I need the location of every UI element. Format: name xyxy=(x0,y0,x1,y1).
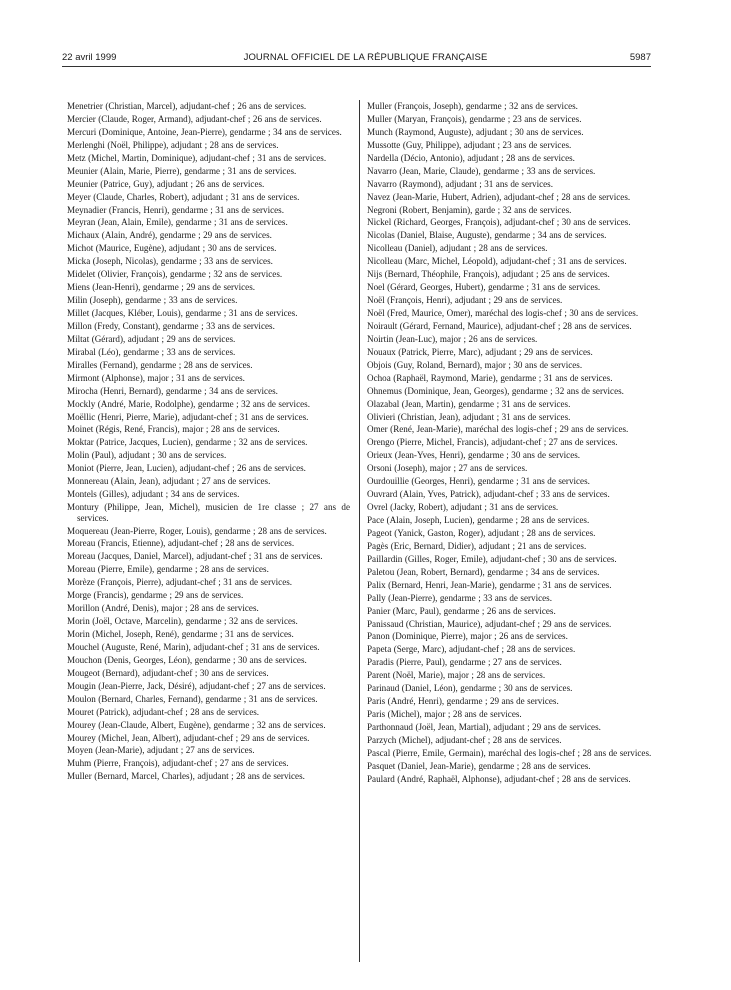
list-item: Moyen (Jean-Marie), adjudant ; 27 ans de services. xyxy=(67,745,255,756)
list-item: Nicolleau (Marc, Michel, Léopold), adjudant-chef ; 31 ans de services. xyxy=(367,256,627,267)
list-item: Orieux (Jean-Yves, Henri), gendarme ; 30 ans de services. xyxy=(367,450,581,461)
list-item: Michaux (Alain, André), gendarme ; 29 ans de services. xyxy=(67,230,272,241)
list-item: Ochoa (Raphaël, Raymond, Marie), gendarme ; 31 ans de services. xyxy=(367,372,613,383)
list-item: Pasquet (Daniel, Jean-Marie), gendarme ; 28 ans de services. xyxy=(367,760,591,771)
list-item: Meunier (Patrice, Guy), adjudant ; 26 ans de services. xyxy=(67,178,265,189)
list-item: Panon (Dominique, Pierre), major ; 26 ans de services. xyxy=(367,631,568,642)
list-item: Merlenghi (Noël, Philippe), adjudant ; 28 ans de services. xyxy=(67,139,279,150)
list-item: Millet (Jacques, Kléber, Louis), gendarme ; 31 ans de services. xyxy=(67,308,298,318)
list-item: Parent (Noël, Marie), major ; 28 ans de services. xyxy=(367,670,546,681)
list-item: Mouret (Patrick), adjudant-chef ; 28 ans de services. xyxy=(67,706,260,717)
list-item: Noël (François, Henri), adjudant ; 29 ans de services. xyxy=(367,295,563,306)
list-item: Nouaux (Patrick, Pierre, Marc), adjudant ; 29 ans de services. xyxy=(367,346,593,357)
right-column xyxy=(367,101,653,787)
list-item: Moquereau (Jean-Pierre, Roger, Louis), gendarme ; 28 ans de services. xyxy=(67,525,327,536)
list-item: Meyran (Jean, Alain, Emile), gendarme ; 31 ans de services. xyxy=(67,217,288,228)
list-item: Monnereau (Alain, Jean), adjudant ; 27 ans de services. xyxy=(67,476,271,487)
list-item: Nicolas (Daniel, Blaise, Auguste), gendarme ; 34 ans de services. xyxy=(367,230,607,241)
list-item: Mercier (Claude, Roger, Armand), adjudant-chef ; 26 ans de services. xyxy=(67,113,322,124)
list-item: Paris (Michel), major ; 28 ans de services. xyxy=(367,709,522,720)
list-item: Ourdouillie (Georges, Henri), gendarme ; 31 ans de services. xyxy=(367,476,590,487)
list-item: Mourey (Michel, Jean, Albert), adjudant-chef ; 29 ans de services. xyxy=(67,732,310,743)
list-item: Moinet (Régis, René, Francis), major ; 28 ans de services. xyxy=(67,424,280,435)
list-item: Paillardin (Gilles, Roger, Emile), adjudant-chef ; 30 ans de services. xyxy=(367,553,617,564)
list-item: Muller (François, Joseph), gendarme ; 32 ans de services. xyxy=(367,101,578,111)
list-item: Mourey (Jean-Claude, Albert, Eugène), gendarme ; 32 ans de services. xyxy=(67,719,326,730)
list-item: Metz (Michel, Martin, Dominique), adjudant-chef ; 31 ans de services. xyxy=(67,152,327,163)
list-item: Noirault (Gérard, Fernand, Maurice), adjudant-chef ; 28 ans de services. xyxy=(367,320,632,331)
list-item: Meunier (Alain, Marie, Pierre), gendarme ; 31 ans de services. xyxy=(67,165,297,176)
list-item: Moreau (Francis, Etienne), adjudant-chef ; 28 ans de services. xyxy=(67,538,295,549)
list-item: Mouchel (Auguste, René, Marin), adjudant-chef ; 31 ans de services. xyxy=(67,641,320,652)
list-item: Paulard (André, Raphaël, Alphonse), adjudant-chef ; 28 ans de services. xyxy=(367,773,631,784)
list-item: Pally (Jean-Pierre), gendarme ; 33 ans de services. xyxy=(367,592,552,603)
list-item: Paradis (Pierre, Paul), gendarme ; 27 ans de services. xyxy=(367,657,562,668)
list-item: Mougeot (Bernard), adjudant-chef ; 30 ans de services. xyxy=(67,667,269,678)
list-item: Parinaud (Daniel, Léon), gendarme ; 30 ans de services. xyxy=(367,683,573,694)
header-date: 22 avril 1999 xyxy=(62,52,117,63)
list-item: Micka (Joseph, Nicolas), gendarme ; 33 ans de services. xyxy=(67,256,273,267)
list-item: Miens (Jean-Henri), gendarme ; 29 ans de services. xyxy=(67,282,256,293)
list-item: Moktar (Patrice, Jacques, Lucien), gendarme ; 32 ans de services. xyxy=(67,437,308,448)
list-item: Ohnemus (Dominique, Jean, Georges), gendarme ; 32 ans de services. xyxy=(367,385,624,396)
list-item: Miralles (Fernand), gendarme ; 28 ans de services. xyxy=(67,359,253,370)
list-item: Moulon (Bernard, Charles, Fernand), gendarme ; 31 ans de services. xyxy=(67,693,318,704)
list-item: Mockly (André, Marie, Rodolphe), gendarme ; 32 ans de services. xyxy=(67,398,310,409)
list-item: Mirmont (Alphonse), major ; 31 ans de services. xyxy=(67,372,245,383)
list-item: Mussotte (Guy, Philippe), adjudant ; 23 ans de services. xyxy=(367,139,572,150)
list-item: Negroni (Robert, Benjamin), garde ; 32 ans de services. xyxy=(367,204,572,215)
list-item: Nardella (Décio, Antonio), adjudant ; 28 ans de services. xyxy=(367,152,575,163)
list-item: Mouchon (Denis, Georges, Léon), gendarme ; 30 ans de services. xyxy=(67,654,307,665)
list-item: Mirabal (Léo), gendarme ; 33 ans de services. xyxy=(67,346,236,357)
list-item: Morillon (André, Denis), major ; 28 ans de services. xyxy=(67,603,259,614)
list-item: Parthonnaud (Joël, Jean, Martial), adjudant ; 29 ans de services. xyxy=(367,722,601,732)
header-title: JOURNAL OFFICIEL DE LA RÉPUBLIQUE FRANÇAISE xyxy=(243,52,488,63)
list-item: Pascal (Pierre, Emile, Germain), maréchal des logis-chef ; 28 ans de services. xyxy=(367,747,652,758)
list-item: Ouvrard (Alain, Yves, Patrick), adjudant-chef ; 33 ans de services. xyxy=(367,489,610,500)
list-item: Moëllic (Henri, Pierre, Marie), adjudant-chef ; 31 ans de services. xyxy=(67,411,309,422)
list-item: Panissaud (Christian, Maurice), adjudant-chef ; 29 ans de services. xyxy=(367,618,612,629)
list-item: Olivieri (Christian, Jean), adjudant ; 31 ans de services. xyxy=(367,411,571,422)
list-item: Morin (Michel, Joseph, René), gendarme ; 31 ans de services. xyxy=(67,629,294,640)
list-item: Moreau (Jacques, Daniel, Marcel), adjudant-chef ; 31 ans de services. xyxy=(67,551,323,562)
list-item: Muller (Maryan, François), gendarme ; 23 ans de services. xyxy=(367,113,582,124)
list-item: Pageot (Yanick, Gaston, Roger), adjudant ; 28 ans de services. xyxy=(367,527,596,538)
list-item: Pace (Alain, Joseph, Lucien), gendarme ; 28 ans de services. xyxy=(367,515,590,525)
list-item: Muhm (Pierre, François), adjudant-chef ; 27 ans de services. xyxy=(67,758,289,769)
list-item: Paletou (Jean, Robert, Bernard), gendarme ; 34 ans de services. xyxy=(367,566,600,577)
list-item: Noel (Gérard, Georges, Hubert), gendarme ; 31 ans de services. xyxy=(367,282,601,293)
list-item: Navarro (Raymond), adjudant ; 31 ans de services. xyxy=(367,178,553,189)
list-item: Mirocha (Henri, Bernard), gendarme ; 34 ans de services. xyxy=(67,385,278,396)
list-item: Montury (Philippe, Jean, Michel), musicien de 1re classe ; 27 ans de services. xyxy=(67,502,350,523)
list-item: Parzych (Michel), adjudant-chef ; 28 ans de services. xyxy=(367,734,562,745)
list-item: Moniot (Pierre, Jean, Lucien), adjudant-chef ; 26 ans de services. xyxy=(67,463,306,474)
list-item: Navez (Jean-Marie, Hubert, Adrien), adjudant-chef ; 28 ans de services. xyxy=(367,191,631,202)
list-item: Noël (Fred, Maurice, Omer), maréchal des logis-chef ; 30 ans de services. xyxy=(367,308,639,318)
list-item: Molin (Paul), adjudant ; 30 ans de services. xyxy=(67,450,227,461)
list-item: Morin (Joël, Octave, Marcelin), gendarme ; 32 ans de services. xyxy=(67,616,298,627)
list-item: Paris (André, Henri), gendarme ; 29 ans de services. xyxy=(367,696,559,707)
list-item: Menetrier (Christian, Marcel), adjudant-chef ; 26 ans de services. xyxy=(67,101,307,111)
list-item: Mougin (Jean-Pierre, Jack, Désiré), adjudant-chef ; 27 ans de services. xyxy=(67,680,326,691)
list-item: Omer (René, Jean-Marie), maréchal des logis-chef ; 29 ans de services. xyxy=(367,424,629,435)
list-item: Panier (Marc, Paul), gendarme ; 26 ans de services. xyxy=(367,605,556,616)
list-item: Morèze (François, Pierre), adjudant-chef ; 31 ans de services. xyxy=(67,577,293,588)
list-item: Miltat (Gérard), adjudant ; 29 ans de services. xyxy=(67,333,236,344)
list-item: Pagès (Eric, Bernard, Didier), adjudant ; 21 ans de services. xyxy=(367,540,587,551)
list-item: Muller (Bernard, Marcel, Charles), adjudant ; 28 ans de services. xyxy=(67,771,305,782)
list-item: Noirtin (Jean-Luc), major ; 26 ans de services. xyxy=(367,333,538,344)
list-item: Munch (Raymond, Auguste), adjudant ; 30 ans de services. xyxy=(367,126,584,137)
list-item: Papeta (Serge, Marc), adjudant-chef ; 28 ans de services. xyxy=(367,644,576,655)
list-item: Michot (Maurice, Eugène), adjudant ; 30 ans de services. xyxy=(67,243,277,254)
list-item: Orsoni (Joseph), major ; 27 ans de services. xyxy=(367,463,528,474)
list-item: Millon (Fredy, Constant), gendarme ; 33 ans de services. xyxy=(67,320,275,331)
left-column xyxy=(67,101,350,784)
list-item: Montels (Gilles), adjudant ; 34 ans de services. xyxy=(67,489,240,500)
header-rule xyxy=(62,66,651,67)
list-item: Olazabal (Jean, Martin), gendarme ; 31 ans de services. xyxy=(367,398,571,409)
list-item: Meynadier (Francis, Henri), gendarme ; 31 ans de services. xyxy=(67,204,284,215)
list-item: Palix (Bernard, Henri, Jean-Marie), gendarme ; 31 ans de services. xyxy=(367,579,612,590)
list-item: Nijs (Bernard, Théophile, François), adjudant ; 25 ans de services. xyxy=(367,269,610,280)
list-item: Moreau (Pierre, Emile), gendarme ; 28 ans de services. xyxy=(67,564,269,575)
list-item: Orengo (Pierre, Michel, Francis), adjudant-chef ; 27 ans de services. xyxy=(367,437,618,448)
list-item: Mercuri (Dominique, Antoine, Jean-Pierre), gendarme ; 34 ans de services. xyxy=(67,126,342,137)
list-item: Navarro (Jean, Marie, Claude), gendarme ; 33 ans de services. xyxy=(367,165,596,176)
list-item: Ovrel (Jacky, Robert), adjudant ; 31 ans de services. xyxy=(367,502,559,513)
list-item: Morge (Francis), gendarme ; 29 ans de services. xyxy=(67,590,244,601)
list-item: Objois (Guy, Roland, Bernard), major ; 30 ans de services. xyxy=(367,359,583,370)
list-item: Nickel (Richard, Georges, François), adjudant-chef ; 30 ans de services. xyxy=(367,217,631,228)
page-number: 5987 xyxy=(629,52,651,63)
list-item: Midelet (Olivier, François), gendarme ; 32 ans de services. xyxy=(67,269,283,280)
column-divider xyxy=(359,100,360,962)
list-item: Nicolleau (Daniel), adjudant ; 28 ans de services. xyxy=(367,243,548,254)
list-item: Meyer (Claude, Charles, Robert), adjudant ; 31 ans de services. xyxy=(67,191,300,202)
list-item: Milin (Joseph), gendarme ; 33 ans de services. xyxy=(67,295,238,306)
